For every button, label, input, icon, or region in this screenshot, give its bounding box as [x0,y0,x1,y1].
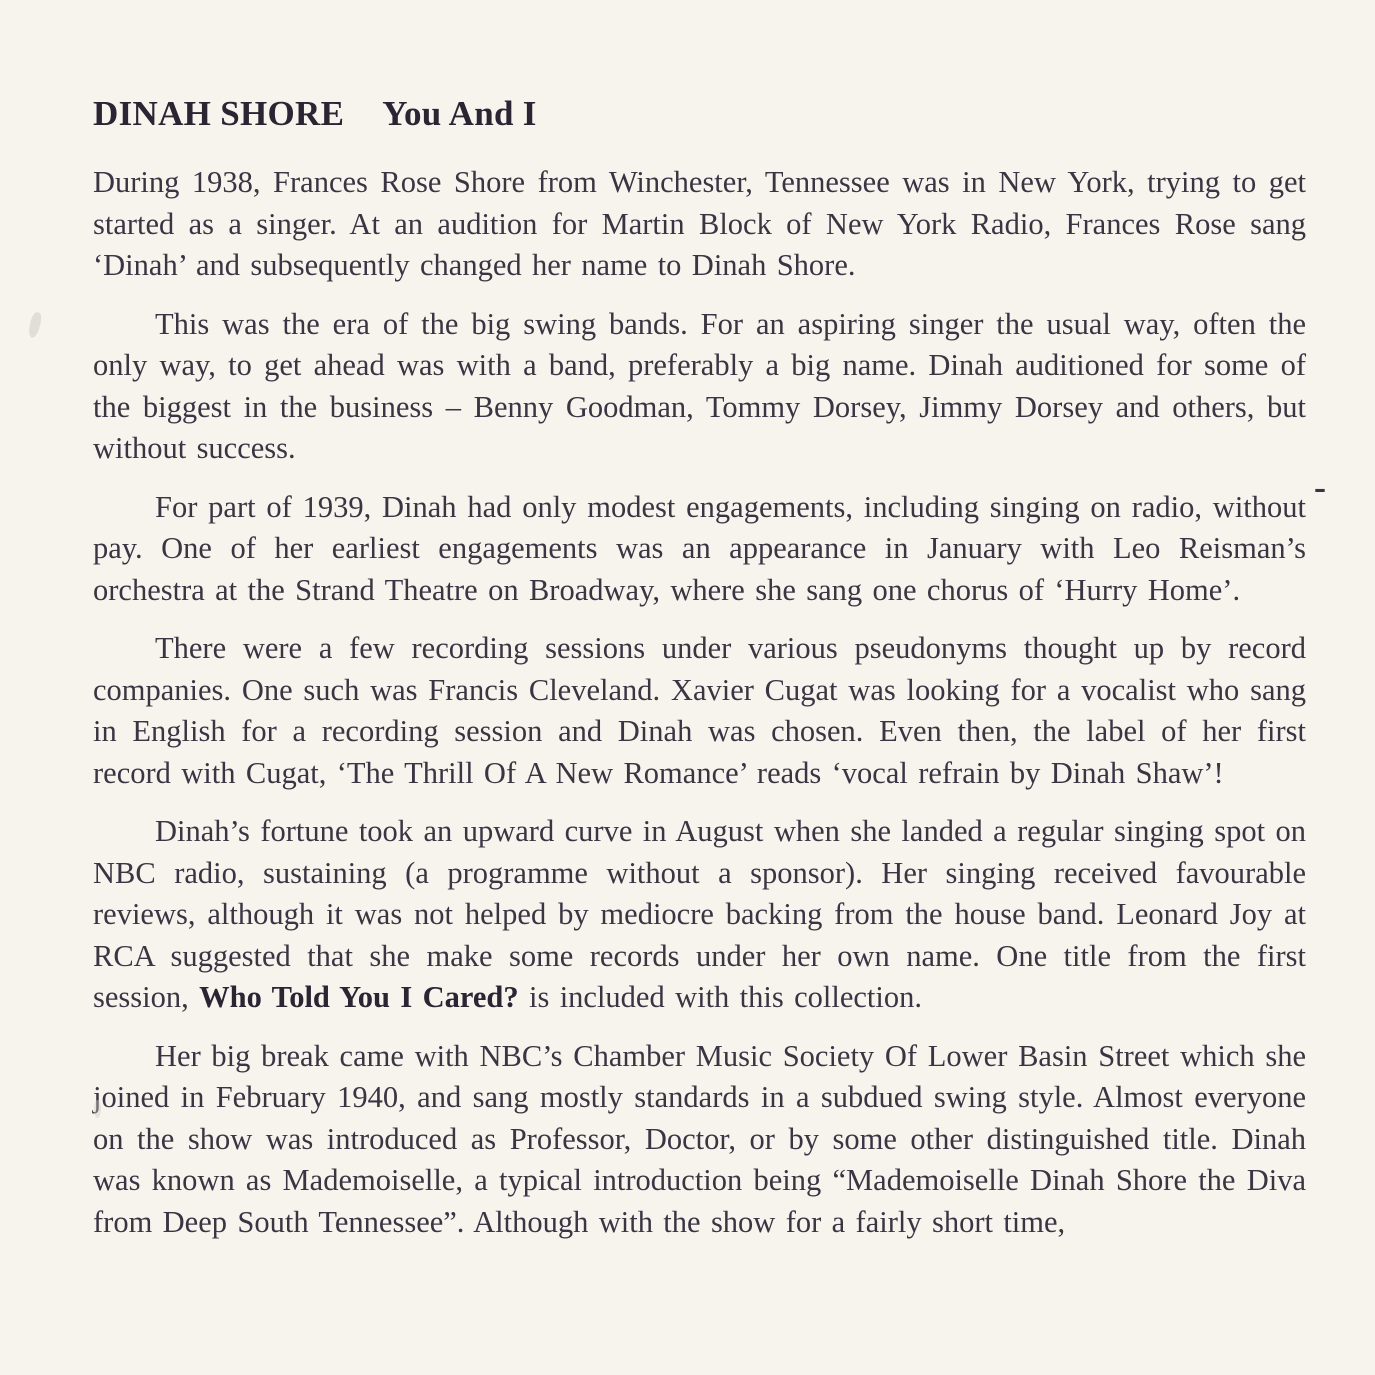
paragraph [93,487,1306,612]
song-title-inline-bold: Who Told You I Cared? [199,980,519,1014]
text-block [93,94,1306,1260]
paragraph [93,1036,1306,1244]
paragraph-text: Her big break came with NBC’s Chamber Music Society Of Lower Basin Street which she joined in February 1940, and sang mostly standards in a subdued swing style. Almost everyone on the show was introduced as Professor, Doctor, or by some other distinguished title. Dinah was known as Mademoiselle, a typical introduction being “Mademoiselle Dinah Shore the Diva from Deep South Tennessee”. Although with the show for a fairly short time, [93,1038,1306,1239]
paragraph [93,811,1306,1019]
page-title [93,94,1306,134]
scan-smudge [94,1100,101,1118]
song-title: You And I [382,94,537,133]
paragraph-text: Dinah’s fortune took an upward curve in August when she landed a regular singing spot on NBC radio, sustaining (a programme without a sponsor). Her singing received favourable reviews, although it was not helped by mediocre backing from the house band. Leonard Joy at RCA suggested that she make some records under her own name. One title from the first session, [93,814,1306,1014]
paragraph-text: There were a few recording sessions under various pseudonyms thought up by record companies. One such was Francis Cleveland. Xavier Cugat was looking for a vocalist who sang in English for a recording session and Dinah was chosen. Even then, the label of her first record with Cugat, ‘The Thrill Of A New Romance’ reads ‘vocal refrain by Dinah Shaw’! [93,631,1306,790]
paragraph [93,304,1306,470]
paragraph-text: For part of 1939, Dinah had only modest engagements, including singing on radio, without pay. One of her earliest engagements was an appearance in January with Leo Reisman’s orchestra at the Strand Theatre on Broadway, where she sang one chorus of ‘Hurry Home’. [93,489,1306,607]
scan-mark-dash: - [1314,467,1326,507]
paragraph-text: This was the era of the big swing bands. For an aspiring singer the usual way, often the only way, to get ahead was with a band, preferably a big name. Dinah auditioned for some of the biggest in the business – Benny Goodman, Tommy Dorsey, Jimmy Dorsey and others, but without success. [93,306,1306,465]
paragraph-text: During 1938, Frances Rose Shore from Winchester, Tennessee was in New York, trying to get started as a singer. At an audition for Martin Block of New York Radio, Frances Rose sang ‘Dinah’ and subsequently changed her name to Dinah Shore. [93,165,1306,282]
artist-name: DINAH SHORE [93,94,345,133]
scan-smudge [27,311,42,339]
article-body [93,162,1306,1243]
paragraph-text: is included with this collection. [518,980,922,1014]
paragraph [93,628,1306,794]
paragraph [93,162,1306,287]
